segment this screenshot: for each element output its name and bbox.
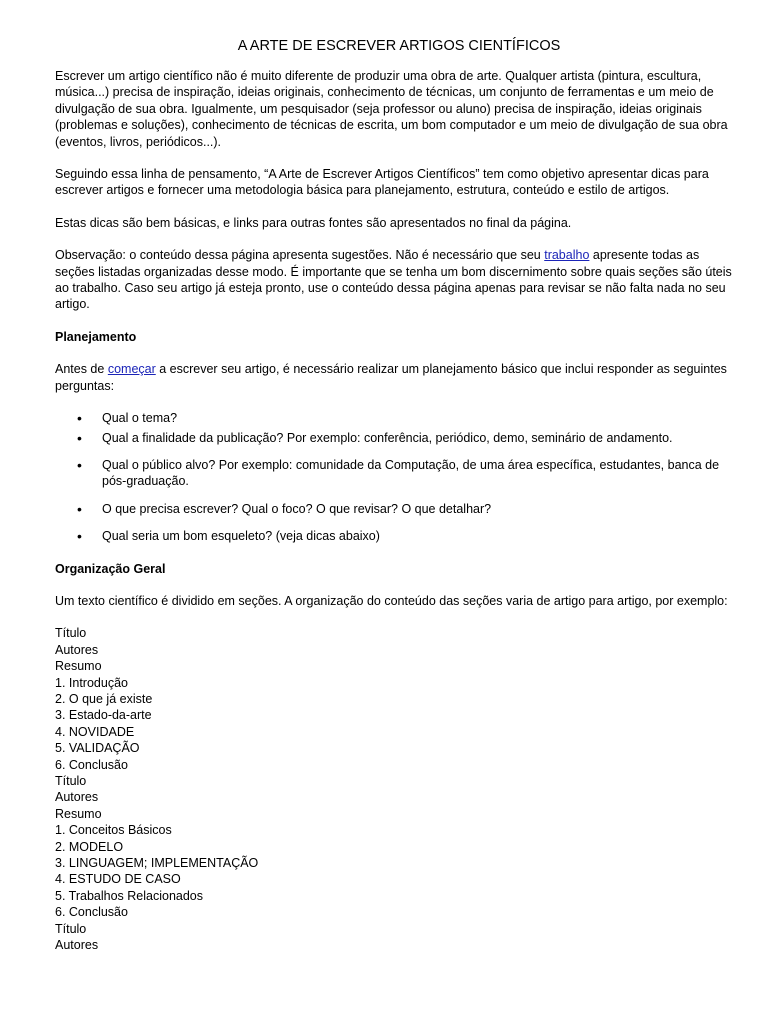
organization-intro: Um texto científico é dividido em seções. A organização do conteúdo das seções varia de artigo para artigo, por exemplo: [55,593,728,608]
organization-heading: Organização Geral [55,561,166,576]
list-item: • Qual seria um bom esqueleto? (veja dicas abaixo) [55,528,735,544]
outline-line: Título [55,626,87,641]
basics-paragraph: Estas dicas são bem básicas, e links para outras fontes são apresentados no final da página. [55,215,572,230]
observation-text-after: apresente todas as seções listadas organizadas desse modo. É importante que se tenha um bom discernimento sobre quais seções são úteis ao trabalho. Caso seu artigo já esteja pronto, use o conteúdo dessa página apenas para revisar se não falta nada no seu artigo. [55,248,732,312]
planning-intro-before: Antes de [55,362,108,377]
intro-paragraph: Escrever um artigo científico não é muito diferente de produzir uma obra de arte. Qualquer artista (pintura, escultura, música...) precisa de inspiração, ideias originais, conhecimento de técnicas, um conjunto de ferramentas e um meio de divulgação de sua obra. Igualmente, um pesquisador (seja professor ou aluno) precisa de inspiração, ideias originais (problemas e soluções), conhecimento de técnicas de escrita, um bom computador e um meio de divulgação de sua obra (eventos, livros, periódicos...). [55,69,728,149]
planning-heading: Planejamento [55,329,137,344]
list-item: • Qual a finalidade da publicação? Por exemplo: conferência, periódico, demo, seminário de andamento. [55,430,735,446]
list-item: • O que precisa escrever? Qual o foco? O que revisar? O que detalhar? [55,501,735,517]
outline-line: 4. ESTUDO DE CASO [55,872,181,887]
objective-paragraph: Seguindo essa linha de pensamento, “A Arte de Escrever Artigos Científicos” tem como objetivo apresentar dicas para escrever artigos e fornecer uma metodologia básica para planejamento, estrutura, conteúdo e estilo de artigos. [55,167,709,198]
outline-line: Resumo [55,806,102,821]
outline-line: Título [55,921,87,936]
outline-line: Título [55,774,87,788]
outline-line: Autores [55,642,99,657]
planning-questions-list [55,410,735,544]
outline-line: 5. VALIDAÇÃO [55,741,140,756]
list-item: • Qual o público alvo? Por exemplo: comunidade da Computação, de uma área específica, estudantes, banca de pós-graduação. [55,457,735,490]
outline-line: Autores [55,790,99,805]
list-item: • Qual o tema? [55,410,735,426]
outline-line: 3. Estado-da-arte [55,708,152,723]
outline-line: Autores [55,938,99,953]
outline-line: 4. NOVIDADE [55,724,135,739]
page-title: A ARTE DE ESCREVER ARTIGOS CIENTÍFICOS [237,38,561,54]
outline-line: 1. Introdução [55,675,128,690]
planning-intro [55,361,735,394]
observation-text-before: Observação: o conteúdo dessa página apresenta sugestões. Não é necessário que seu [55,248,545,263]
document-page [55,36,735,953]
outline-line: Resumo [55,659,102,674]
outline-line: 2. MODELO [55,839,124,854]
comecar-link[interactable]: começar [107,362,156,377]
section-outline [55,625,735,953]
trabalho-link[interactable]: trabalho [544,248,590,263]
outline-line: 5. Trabalhos Relacionados [55,888,204,903]
outline-line: 6. Conclusão [55,905,128,920]
planning-intro-after: a escrever seu artigo, é necessário realizar um planejamento básico que inclui responder as seguintes perguntas: [55,362,727,393]
outline-line: 1. Conceitos Básicos [55,823,172,838]
observation-paragraph [55,247,735,313]
outline-line: 3. LINGUAGEM; IMPLEMENTAÇÃO [55,856,259,871]
outline-line: 6. Conclusão [55,757,128,772]
outline-line: 2. O que já existe [55,691,153,706]
